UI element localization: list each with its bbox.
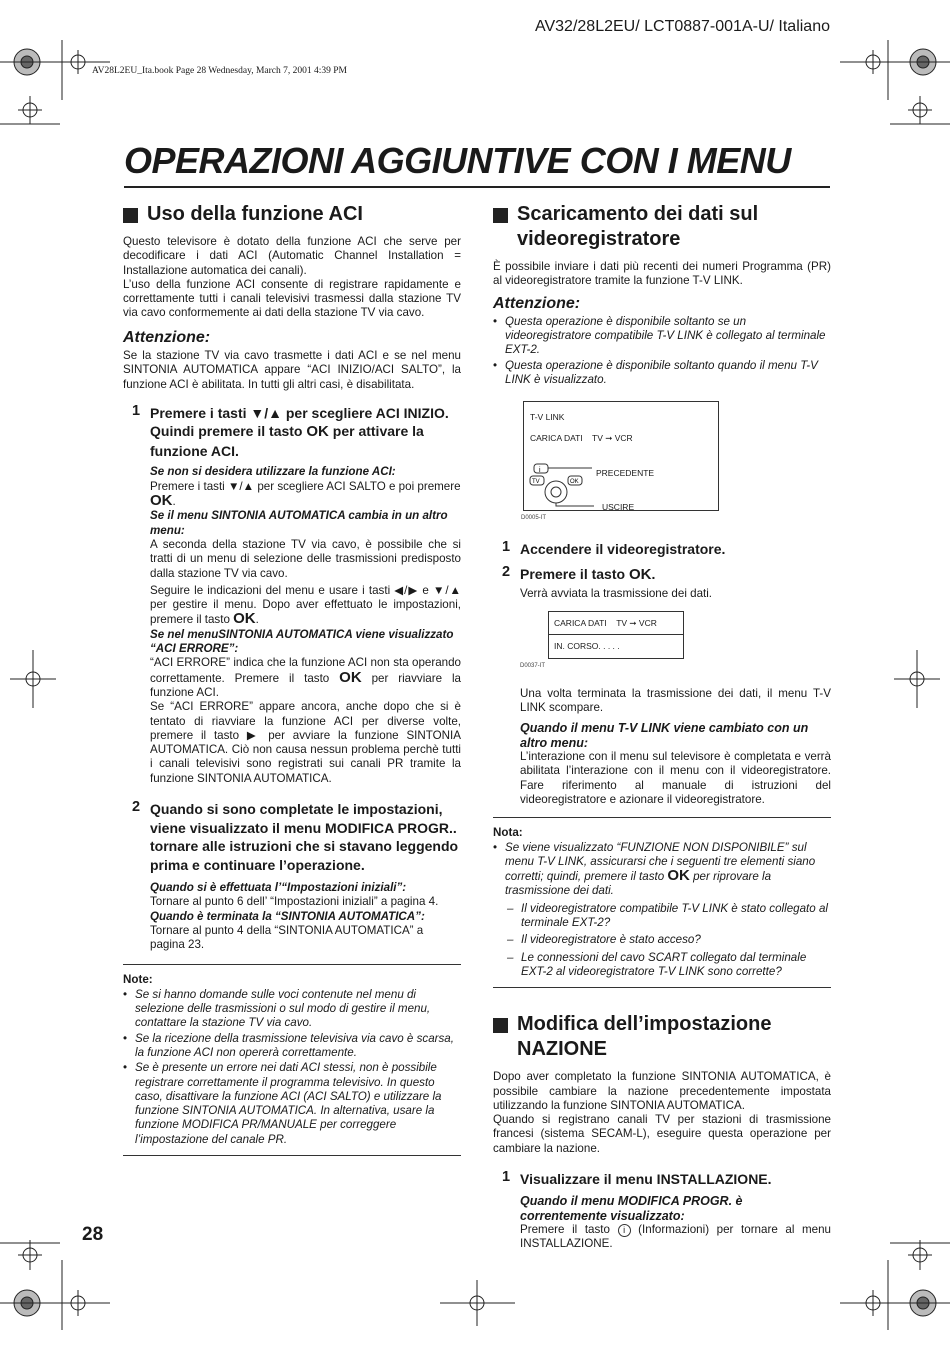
menu-title: T-V LINK (530, 412, 565, 423)
step-2 (123, 800, 461, 952)
step-number: 2 (502, 564, 511, 581)
attenzione-list (493, 315, 831, 387)
after-text: Una volta terminata la trasmissione dei dati, il menu T-V LINK scompare. (520, 686, 831, 715)
sub-heading: Quando è terminata la “SINTONIA AUTOMATICA”: (150, 909, 425, 923)
figure-caption: D0037-IT (520, 662, 546, 669)
attenzione-text: Se la stazione TV via cavo trasmette i dati ACI e se nel menu SINTONIA AUTOMATICA appare “ACI INIZIO/ACI SALTO”, la funzione ACI è abilitata. In tutti gli altri casi, è disabilitata. (123, 349, 461, 391)
title-divider (124, 186, 830, 188)
prev-label: PRECEDENTE (596, 468, 655, 479)
step-number: 1 (502, 538, 511, 555)
sub-text: Premere il tasto i (Informazioni) per tornare al menu INSTALLAZIONE. (520, 1223, 832, 1251)
square-bullet-icon (493, 208, 508, 223)
step-1 (493, 540, 831, 559)
nazione-text-1: Dopo aver completato la funzione SINTONIA AUTOMATICA, è possibile cambiare la nazione precedentemente impostata utilizzando la funzione SINTONIA AUTOMATICA. (493, 1070, 831, 1112)
tv-link-menu-screen (523, 401, 719, 511)
step-number: 1 (132, 402, 141, 419)
step-1-instruction: Visualizzare il menu INSTALLAZIONE. (520, 1170, 772, 1187)
menu-row-value: TV ➞ VCR (592, 433, 633, 444)
step-1 (123, 404, 461, 786)
section-heading-vcr: Scaricamento dei dati sul videoregistratore (493, 202, 831, 252)
attenzione-heading: Attenzione: (493, 294, 581, 312)
nota-checklist (493, 902, 831, 979)
transfer-progress-screen (548, 611, 684, 659)
aci-intro-2: L’uso della funzione ACI consente di registrare rapidamente e correttamente tutti i canali televisivi trasmessi dalla stazione TV via cavo conformemente ai dati della stazione TV via cavo. (123, 277, 461, 320)
sub-heading: Quando il menu MODIFICA PROGR. è correntemente visualizzato: (520, 1194, 743, 1223)
square-bullet-icon (123, 208, 138, 223)
progress-status: IN. CORSO. . . . . (554, 641, 620, 652)
nota-item: • Se viene visualizzato “FUNZIONE NON DISPONIBILE” sul menu T-V LINK, assicurarsi che i seguenti tre elementi siano corretti; quindi, premere il tasto OK per riprovare la trasmissione dei dati. (493, 841, 831, 899)
nota-divider (493, 987, 831, 988)
attenzione-item: • Questa operazione è disponibile soltanto quando il menu T-V LINK è visualizzato. (493, 359, 831, 388)
page-number: 28 (82, 1224, 104, 1245)
attenzione-heading: Attenzione: (123, 328, 211, 346)
sub-text: Premere i tasti ▼/▲ per scegliere ACI SALTO e poi premere OK. (150, 479, 461, 510)
note-item: • Se la ricezione della trasmissione televisiva via cavo è scarsa, la funzione ACI non opererà correttamente. (123, 1032, 461, 1061)
attenzione-item: • Questa operazione è disponibile soltanto se un videoregistratore compatibile T-V LINK è collegato al terminale EXT-2. (493, 315, 831, 358)
progress-row: CARICA DATI TV ➞ VCR (549, 612, 683, 635)
sub-heading: Se il menu SINTONIA AUTOMATICA cambia in un altro menu: (150, 509, 448, 537)
step-2 (493, 565, 831, 807)
document-code: AV32/28L2EU/ LCT0887-001A-U/ Italiano (535, 18, 830, 35)
note-item: • Se è presente un errore nei dati ACI stessi, non è possibile registrare correttamente il programma televisivo. In questo caso, disattivare la funzione ACI (ACI SALTO) e utilizzare la funzione SINTONIA AUTOMATICA. In alternativa, usare la funzione MODIFICA PR/MANUALE per correggere l’impostazione del canale PR. (123, 1061, 461, 1147)
ok-button-icon: OK (339, 668, 362, 686)
check-item: – Il videoregistratore compatibile T-V LINK è stato collegato al terminale EXT-2? (507, 902, 831, 931)
check-item: – Le connessioni del cavo SCART collegato dal terminale EXT-2 al videoregistratore T-V LINK sono corrette? (507, 951, 831, 980)
page-title: OPERAZIONI AGGIUNTIVE CON I MENU (124, 140, 791, 181)
left-column (123, 202, 461, 1164)
ok-button-icon: OK (628, 566, 652, 584)
note-list (123, 988, 461, 1147)
tv-key-label: TV (532, 479, 540, 486)
info-key-label: i (539, 467, 541, 475)
section-heading-nazione: Modifica dell’impostazione NAZIONE (493, 1012, 831, 1062)
step-number: 1 (502, 1168, 511, 1185)
right-column (493, 202, 831, 1252)
note-divider (123, 964, 461, 965)
sub-text: Seguire le indicazioni del menu e usare i tasti ◀/▶ e ▼/▲ per gestire il menu. Dopo aver effettuato le impostazioni, premere il tasto OK. (150, 583, 461, 628)
info-button-icon: i (618, 1224, 631, 1237)
step-1-instruction: Premere i tasti ▼/▲ per scegliere ACI INIZIO. Quindi premere il tasto OK per attivare la funzione ACI. (150, 404, 449, 459)
note-divider (123, 1155, 461, 1156)
aci-intro-1: Questo televisore è dotato della funzione ACI che serve per decodificare i dati ACI (Automatic Channel Installation = Installazione automatica dei canali). (123, 235, 461, 277)
sub-text: Tornare al punto 6 dell’ “Impostazioni iniziali” a pagina 4. (150, 895, 439, 909)
nota-heading: Nota: (493, 826, 523, 840)
sub-text: Tornare al punto 4 della “SINTONIA AUTOMATICA” a pagina 23. (150, 923, 424, 952)
menu-row-label: CARICA DATI (530, 433, 583, 444)
sub-heading: Se nel menuSINTONIA AUTOMATICA viene visualizzato “ACI ERRORE”: (150, 627, 454, 656)
figure-caption: D0005-IT (521, 515, 547, 522)
sub-heading: Quando il menu T-V LINK viene cambiato con un altro menu: (520, 721, 809, 750)
remote-keys-icon (528, 462, 598, 510)
nazione-text-2: Quando si registrano canali TV per stazioni di trasmissione francesi (sistema SECAM-L), eseguire questa operazione per cambiare la nazione. (493, 1113, 831, 1155)
step-2-instruction: Quando si sono completate le impostazioni, viene visualizzato il menu MODIFICA PROGR.. tornare alle istruzioni che si stavano leggendo prima e continuare l’operazione. (150, 801, 459, 873)
note-heading: Note: (123, 973, 153, 987)
book-info-line: AV28L2EU_Ita.book Page 28 Wednesday, March 7, 2001 4:39 PM (92, 66, 348, 76)
check-item: – Il videoregistratore è stato acceso? (507, 933, 831, 947)
nota-divider (493, 817, 831, 818)
sub-text: A seconda della stazione TV via cavo, è possibile che si tratti di un menu di selezione delle trasmissioni predisposto dalla stazione TV via cavo. (150, 537, 461, 580)
vcr-intro: È possibile inviare i dati più recenti dei numeri Programma (PR) al videoregistratore tramite la funzione T-V LINK. (493, 260, 831, 288)
nota-list (493, 841, 831, 899)
sub-text: Se “ACI ERRORE” appare ancora, anche dopo che si è tentato di riavviare la funzione ACI per diverse volte, premere il tasto ▶ per avviare la funzione SINTONIA AUTOMATICA. Ciò non causa nessun problema perchè tutti i canali televisivi sono registrati sui canali PR tramite la funzione SINTONIA AUTOMATICA. (150, 700, 461, 785)
exit-label: USCIRE (602, 502, 635, 513)
step-1 (493, 1170, 831, 1252)
note-item: • Se si hanno domande sulle voci contenute nel menu di selezione delle trasmissioni o sul modo di gestire il menu, contattare la stazione TV via cavo. (123, 988, 461, 1031)
section-heading-aci: Uso della funzione ACI (123, 202, 461, 227)
step-1-instruction: Accendere il videoregistratore. (520, 540, 726, 557)
sub-text: L’interazione con il menu sul televisore è completata e verrà abilitata l’interazione con il menu con il videoregistratore. Fare riferimento al manuale di istruzioni del videoregistratore e azionare il videoregistratore. (520, 750, 831, 806)
step-2-text: Verrà avviata la trasmissione dei dati. (520, 586, 713, 600)
ok-button-icon: OK (233, 610, 256, 628)
ok-button-icon: OK (150, 492, 173, 510)
sub-heading: Quando si è effettuata l’“Impostazioni iniziali”: (150, 881, 407, 894)
sub-heading: Se non si desidera utilizzare la funzione ACI: (150, 465, 396, 479)
step-2-instruction: Premere il tasto OK. (520, 566, 656, 584)
ok-button-icon: OK (667, 867, 690, 885)
square-bullet-icon (493, 1018, 508, 1033)
step-number: 2 (132, 799, 141, 815)
ok-button-icon: OK (306, 423, 329, 441)
ok-key-label: OK (570, 479, 579, 486)
sub-text: “ACI ERRORE” indica che la funzione ACI non sta operando correttamente. Premere il tasto OK per riavviare la funzione ACI. (150, 656, 461, 699)
